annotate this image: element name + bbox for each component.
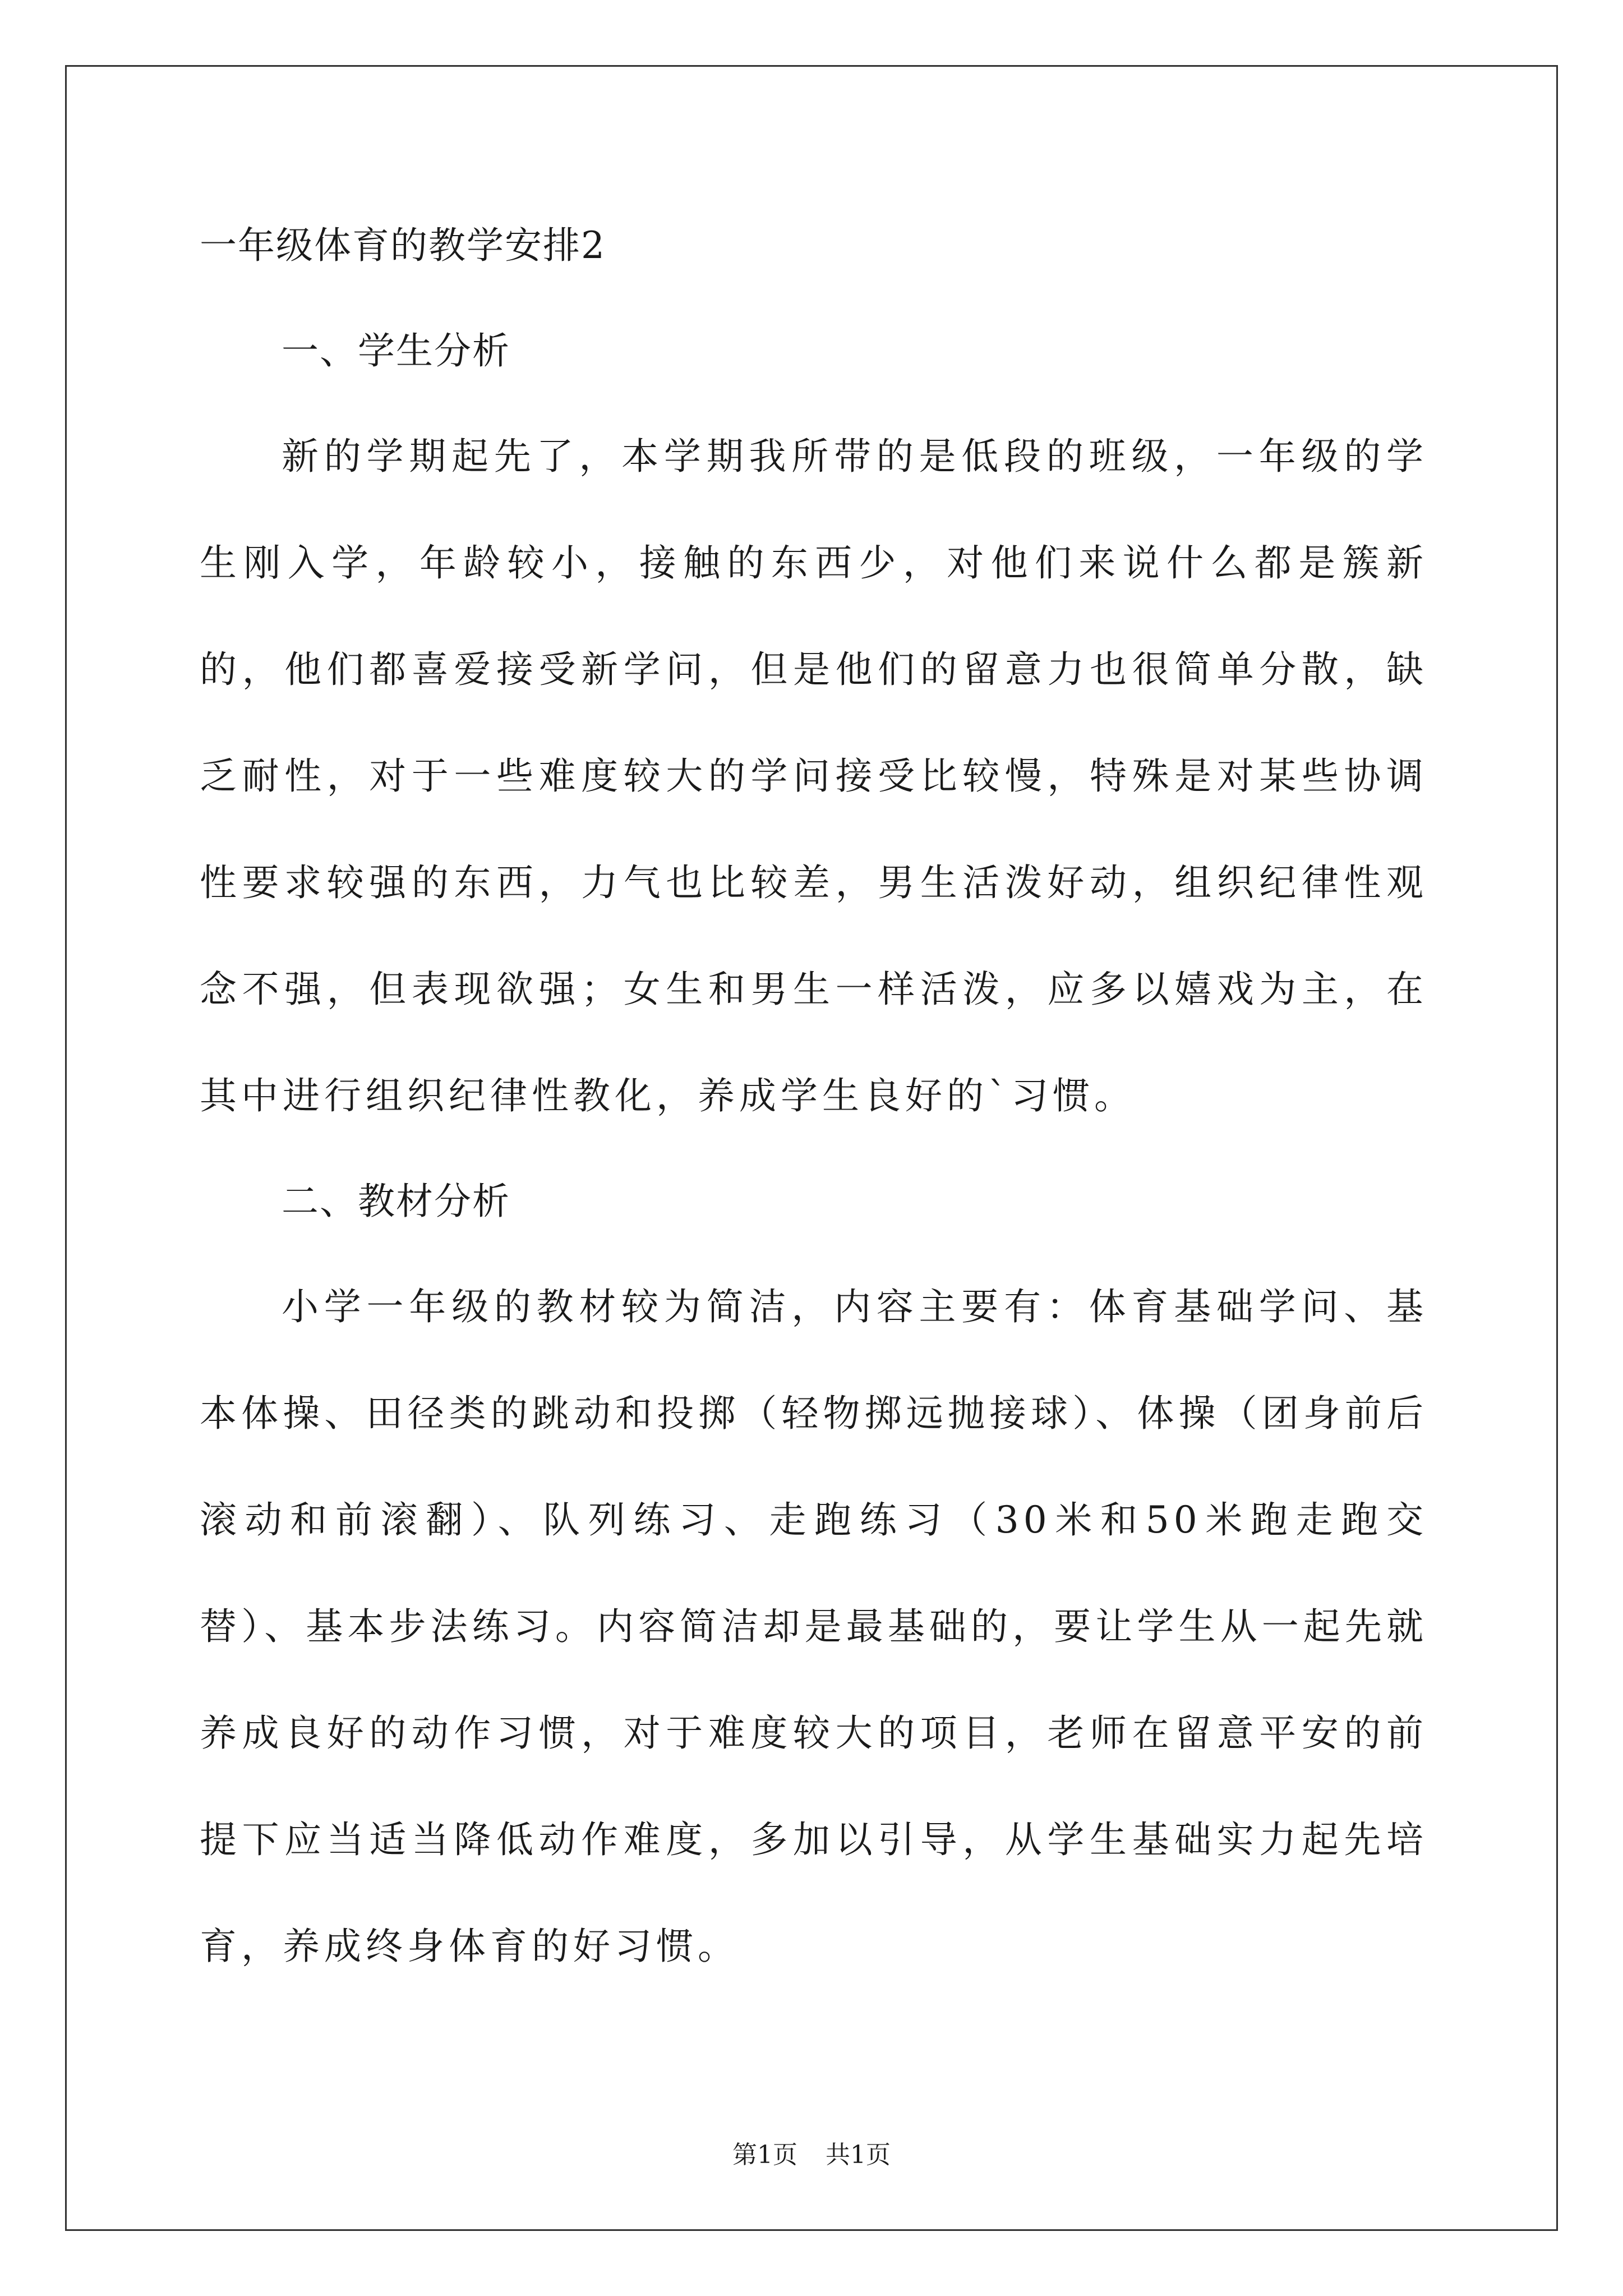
page-total: 共1页 — [826, 2141, 891, 2169]
document-body — [200, 219, 1428, 2025]
page-footer — [0, 2138, 1623, 2172]
section-student-analysis — [200, 324, 1428, 1149]
section-paragraph: 小学一年级的教材较为简洁，内容主要有：体育基础学问、基本体操、田径类的跳动和投掷（轻物掷远抛接球）、体操（团身前后滚动和前滚翻）、队列练习、走跑练习（30米和50米跑走跑交替）、基本步法练习。内容简洁却是最基础的，要让学生从一起先就养成良好的动作习惯，对于难度较大的项目，老师在留意平安的前提下应当适当降低动作难度，多加以引导，从学生基础实力起先培育，养成终身体育的好习惯。 — [200, 1285, 1428, 1968]
section-paragraph: 新的学期起先了，本学期我所带的是低段的班级，一年级的学生刚入学，年龄较小，接触的东西少，对他们来说什么都是簇新的，他们都喜爱接受新学问，但是他们的留意力也很简单分散，缺乏耐性，对于一些难度较大的学问接受比较慢，特殊是对某些协调性要求较强的东西，力气也比较差，男生活泼好动，组织纪律性观念不强，但表现欲强；女生和男生一样活泼，应多以嬉戏为主，在其中进行组织纪律性教化，养成学生良好的`习惯。 — [200, 435, 1428, 1117]
section-heading: 一、学生分析 — [282, 329, 510, 372]
section-textbook-analysis — [200, 1175, 1428, 2000]
document-title: 一年级体育的教学安排2 — [200, 224, 606, 267]
page-number: 第1页 — [732, 2141, 797, 2169]
section-heading: 二、教材分析 — [282, 1180, 510, 1223]
